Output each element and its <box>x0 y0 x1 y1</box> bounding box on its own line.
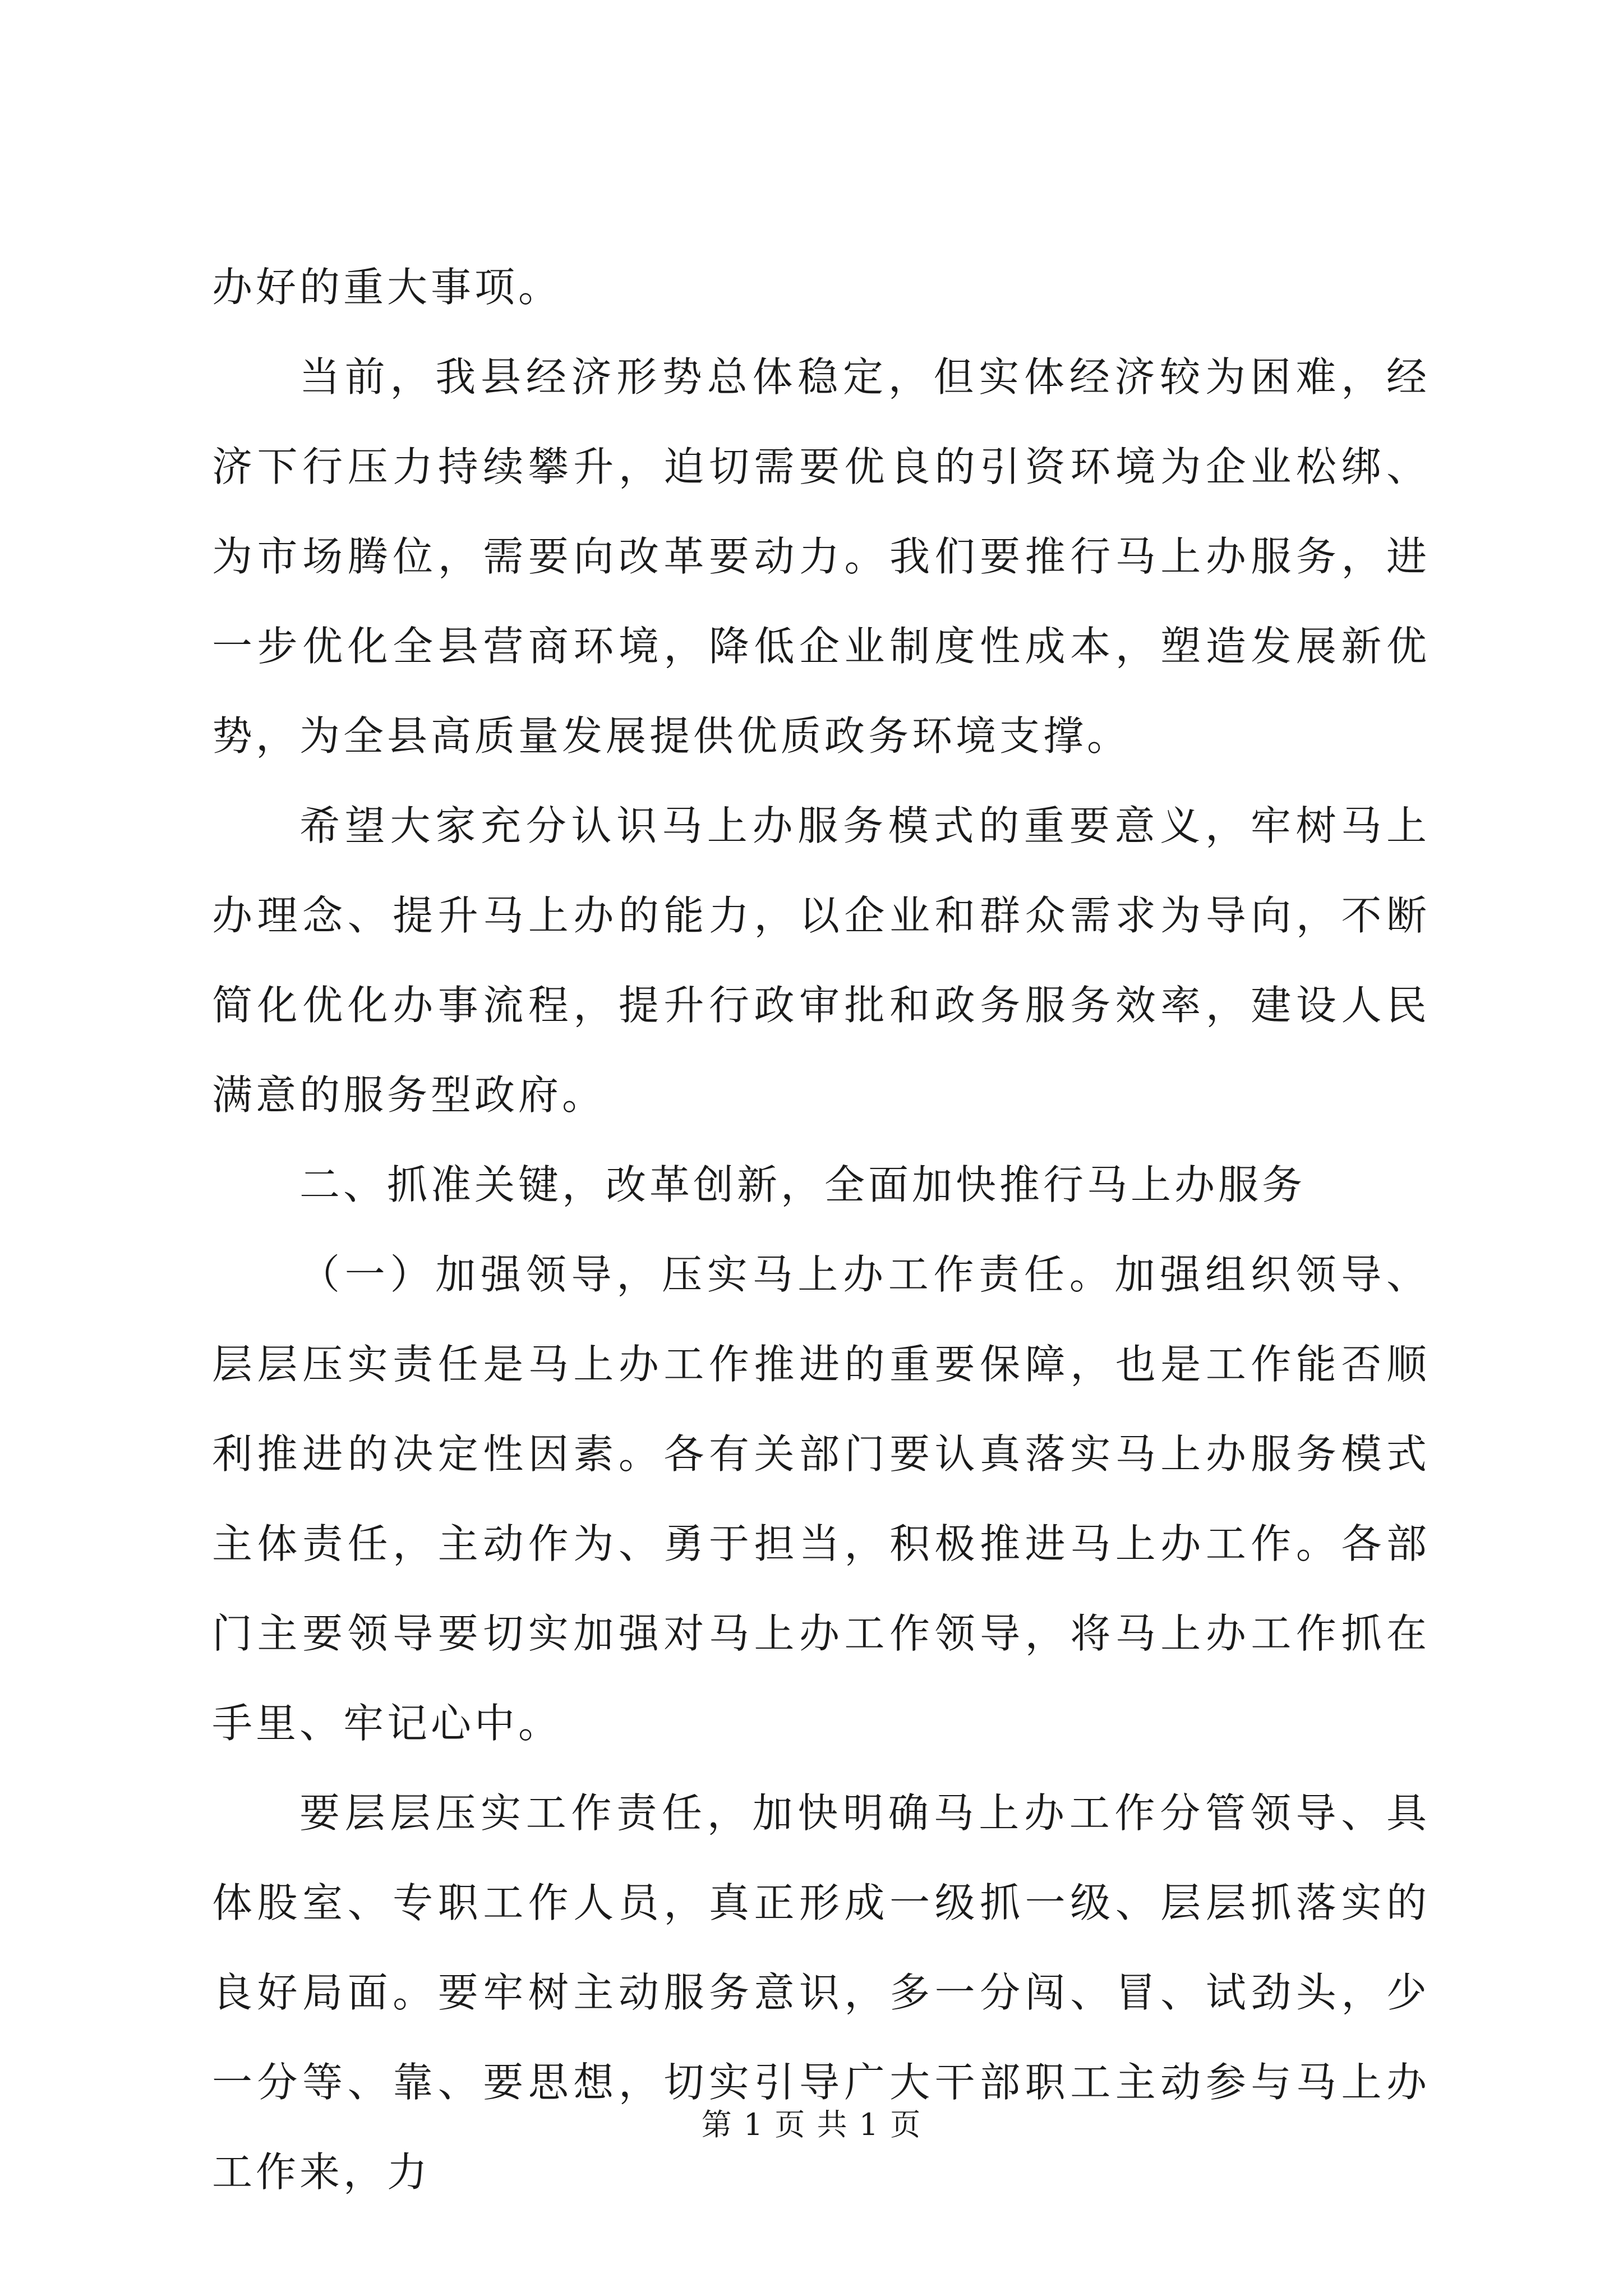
page-footer: 第 1 页 共 1 页 <box>701 2107 922 2142</box>
document-body <box>212 242 1430 2217</box>
section-heading: 二、抓准关键，改革创新，全面加快推行马上办服务 <box>299 1161 1306 1208</box>
paragraph-2: 当前，我县经济形势总体稳定，但实体经济较为困难，经济下行压力持续攀升，迫切需要优良的引资环境为企业松绑、为市场腾位，需要向改革要动力。我们要推行马上办服务，进一步优化全县营商环境，降低企业制度性成本，塑造发展新优势，为全县高质量发展提供优质政务环境支撑。 <box>212 353 1430 760</box>
paragraph-3: 希望大家充分认识马上办服务模式的重要意义，牢树马上办理念、提升马上办的能力，以企业和群众需求为导向，不断简化优化办事流程，提升行政审批和政务服务效率，建设人民满意的服务型政府。 <box>212 802 1430 1119</box>
paragraph-5: （一）加强领导，压实马上办工作责任。加强组织领导、层层压实责任是马上办工作推进的重要保障，也是工作能否顺利推进的决定性因素。各有关部门要认真落实马上办服务模式主体责任，主动作为、勇于担当，积极推进马上办工作。各部门主要领导要切实加强对马上办工作领导，将马上办工作抓在手里、牢记心中。 <box>212 1251 1430 1747</box>
paragraph-6: 要层层压实工作责任，加快明确马上办工作分管领导、具体股室、专职工作人员，真正形成一级抓一级、层层抓落实的良好局面。要牢树主动服务意识，多一分闯、冒、试劲头，少一分等、靠、要思想，切实引导广大干部职工主动参与马上办工作来，力 <box>212 1789 1430 2196</box>
paragraph-1: 办好的重大事项。 <box>212 264 562 311</box>
